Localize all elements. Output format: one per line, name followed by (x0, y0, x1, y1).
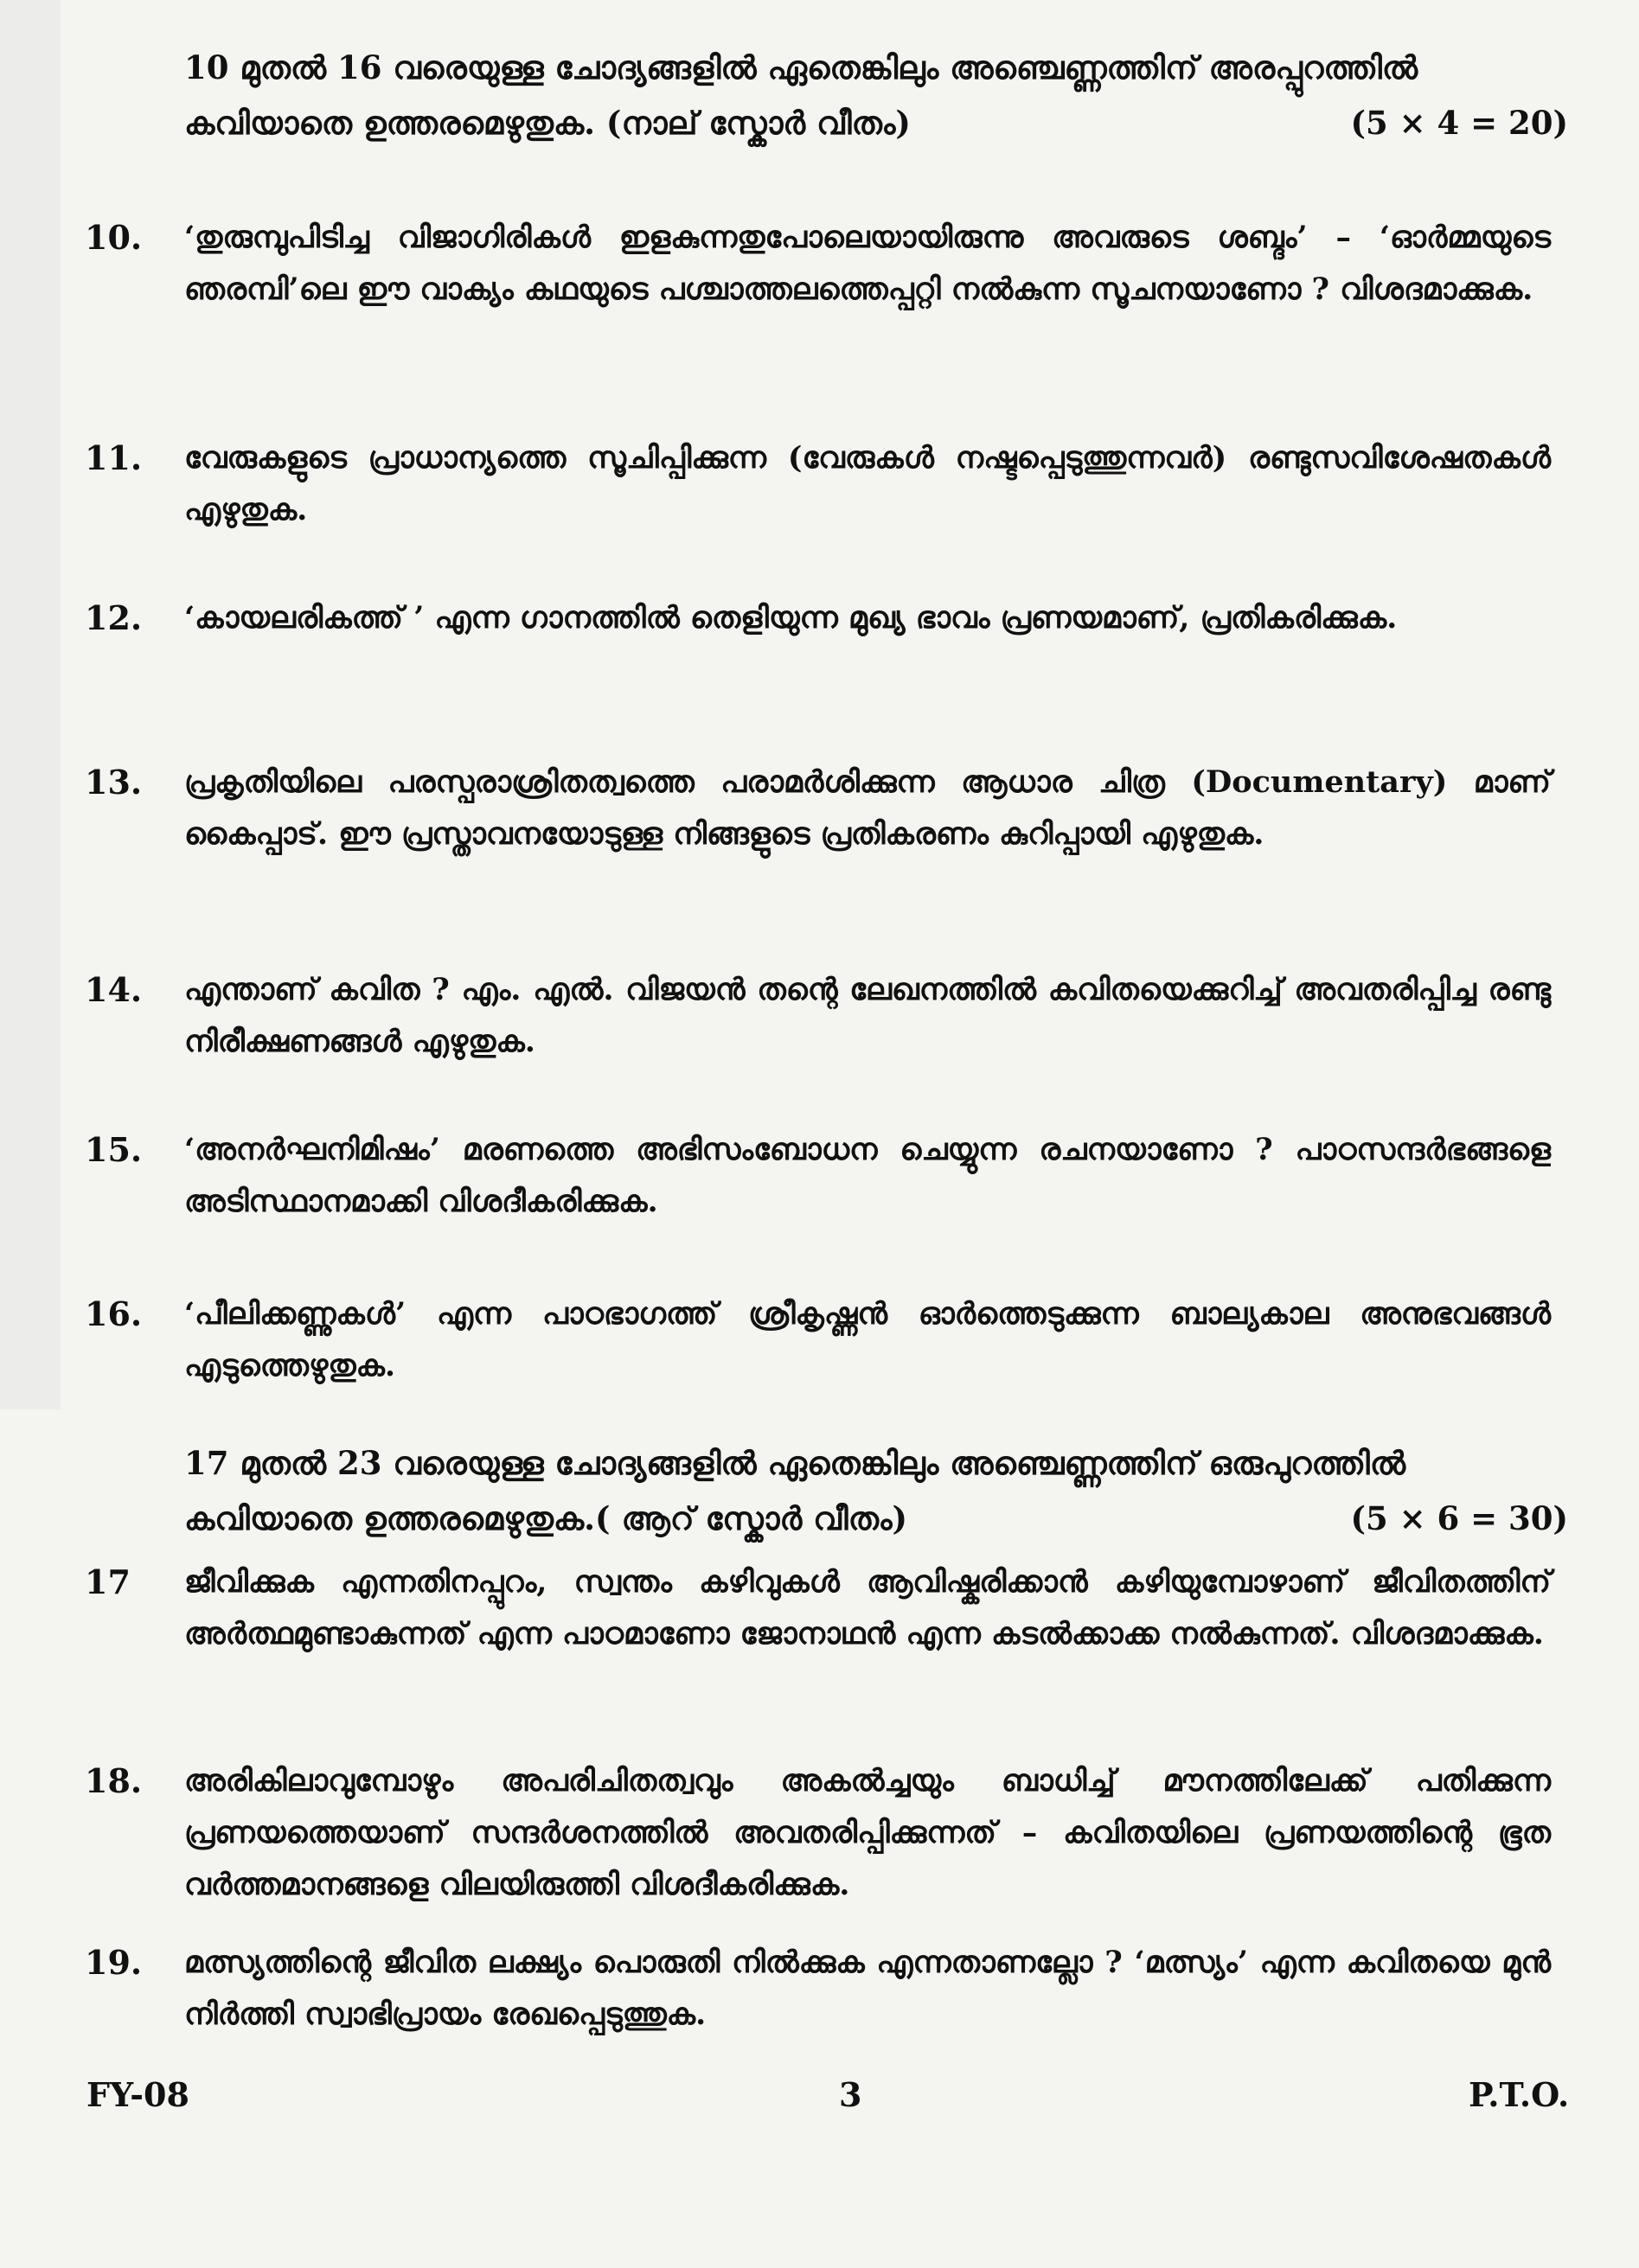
instruction-line-2: കവിയാതെ ഉത്തരമെഴുതുക. (നാല് സ്കോർ വീതം) (184, 104, 911, 142)
question-number: 10. (85, 218, 143, 257)
please-turn-over: P.T.O. (1469, 2075, 1570, 2114)
page-number: 3 (839, 2075, 862, 2114)
question-text: അരികിലാവുമ്പോഴും അപരിചിതത്വവും അകൽച്ചയും ബാധിച്ച് മൗനത്തിലേക്ക് പതിക്കുന്ന പ്രണയത്തെയാണ് സന്ദർശനത്തിൽ അവതരിപ്പിക്കുന്നത് – കവിതയിലെ പ്രണയത്തിന്റെ ഭൂത വർത്തമാനങ്ങളെ വിലയിരുത്തി വിശദീകരിക്കുക. (184, 1763, 1551, 1902)
paper-code: FY-08 (86, 2075, 189, 2114)
marks-allocation: (5 × 4 = 20) (1350, 104, 1568, 142)
question-number: 17 (85, 1562, 131, 1601)
instruction-line-1: 17 മുതൽ 23 വരെയുള്ള ചോദ്യങ്ങളിൽ ഏതെങ്കിലും അഞ്ചെണ്ണത്തിന് ഒരുപുറത്തിൽ (184, 1444, 1406, 1482)
question-text: മത്സ്യത്തിന്റെ ജീവിത ലക്ഷ്യം പൊരുതി നിൽക്കുക എന്നതാണല്ലോ ? ‘മത്സ്യം’ എന്ന കവിതയെ മുൻ നിർത്തി സ്വാഭിപ്രായം രേഖപ്പെടുത്തുക. (184, 1945, 1551, 2032)
instruction-line-2: കവിയാതെ ഉത്തരമെഴുതുക.( ആറ് സ്കോർ വീതം) (184, 1499, 908, 1537)
section-instruction-1 (184, 40, 1568, 150)
question-text: എന്താണ് കവിത ? എം. എൽ. വിജയൻ തന്റെ ലേഖനത്തിൽ കവിതയെക്കുറിച്ച് അവതരിപ്പിച്ച രണ്ടു നിരീക്ഷണങ്ങൾ എഴുതുക. (184, 972, 1551, 1059)
question-text: വേരുകളുടെ പ്രാധാന്യത്തെ സൂചിപ്പിക്കുന്ന (വേരുകൾ നഷ്ടപ്പെടുത്തുന്നവർ) രണ്ടുസവിശേഷതകൾ എഴുതുക. (184, 440, 1551, 527)
marks-allocation: (5 × 6 = 30) (1350, 1499, 1568, 1537)
instruction-line-1: 10 മുതൽ 16 വരെയുള്ള ചോദ്യങ്ങളിൽ ഏതെങ്കിലും അഞ്ചെണ്ണത്തിന് അരപ്പുറത്തിൽ (184, 48, 1418, 86)
question-text: ‘അനർഘനിമിഷം’ മരണത്തെ അഭിസംബോധന ചെയ്യുന്ന രചനയാണോ ? പാഠസന്ദർഭങ്ങളെ അടിസ്ഥാനമാക്കി വിശദീകരിക്കുക. (184, 1132, 1551, 1219)
question-text: ജീവിക്കുക എന്നതിനപ്പുറം, സ്വന്തം കഴിവുകൾ ആവിഷ്കരിക്കാൻ കഴിയുമ്പോഴാണ് ജീവിതത്തിന് അർത്ഥമുണ്ടാകുന്നത് എന്ന പാഠമാണോ ജോനാഥൻ എന്ന കടൽക്കാക്ക നൽകുന്നത്. വിശദമാക്കുക. (184, 1564, 1551, 1651)
question-number: 13. (85, 763, 143, 802)
question-number: 12. (85, 598, 143, 637)
question-number: 19. (85, 1943, 143, 1982)
question-number: 15. (85, 1130, 143, 1169)
question-text: ‘പീലിക്കണ്ണുകൾ’ എന്ന പാഠഭാഗത്ത് ശ്രീകൃഷ്ണൻ ഓർത്തെടുക്കുന്ന ബാല്യകാല അനുഭവങ്ങൾ എടുത്തെഴുതുക. (184, 1296, 1551, 1383)
scan-shadow (0, 0, 61, 1409)
question-text: ‘തുരുമ്പുപിടിച്ച വിജാഗിരികൾ ഇളകുന്നതുപോലെയായിരുന്നു അവരുടെ ശബ്ദം’ – ‘ഓർമ്മയുടെ ഞരമ്പി’ലെ ഈ വാക്യം കഥയുടെ പശ്ചാത്തലത്തെപ്പറ്റി നൽകുന്ന സൂചനയാണോ ? വിശദമാക്കുക. (184, 220, 1551, 307)
question-text: ‘കായലരികത്ത് ’ എന്ന ഗാനത്തിൽ തെളിയുന്ന മുഖ്യ ഭാവം പ്രണയമാണ്, പ്രതികരിക്കുക. (184, 600, 1398, 636)
question-number: 14. (85, 970, 143, 1009)
section-instruction-2 (184, 1435, 1568, 1546)
question-number: 16. (85, 1294, 143, 1333)
question-text: പ്രകൃതിയിലെ പരസ്പരാശ്രിതത്വത്തെ പരാമർശിക്കുന്ന ആധാര ചിത്ര (Documentary) മാണ് കൈപ്പാട്. ഈ പ്രസ്താവനയോടുള്ള നിങ്ങളുടെ പ്രതികരണം കുറിപ്പായി എഴുതുക. (184, 764, 1551, 852)
question-number: 11. (85, 438, 143, 477)
question-number: 18. (85, 1761, 143, 1800)
